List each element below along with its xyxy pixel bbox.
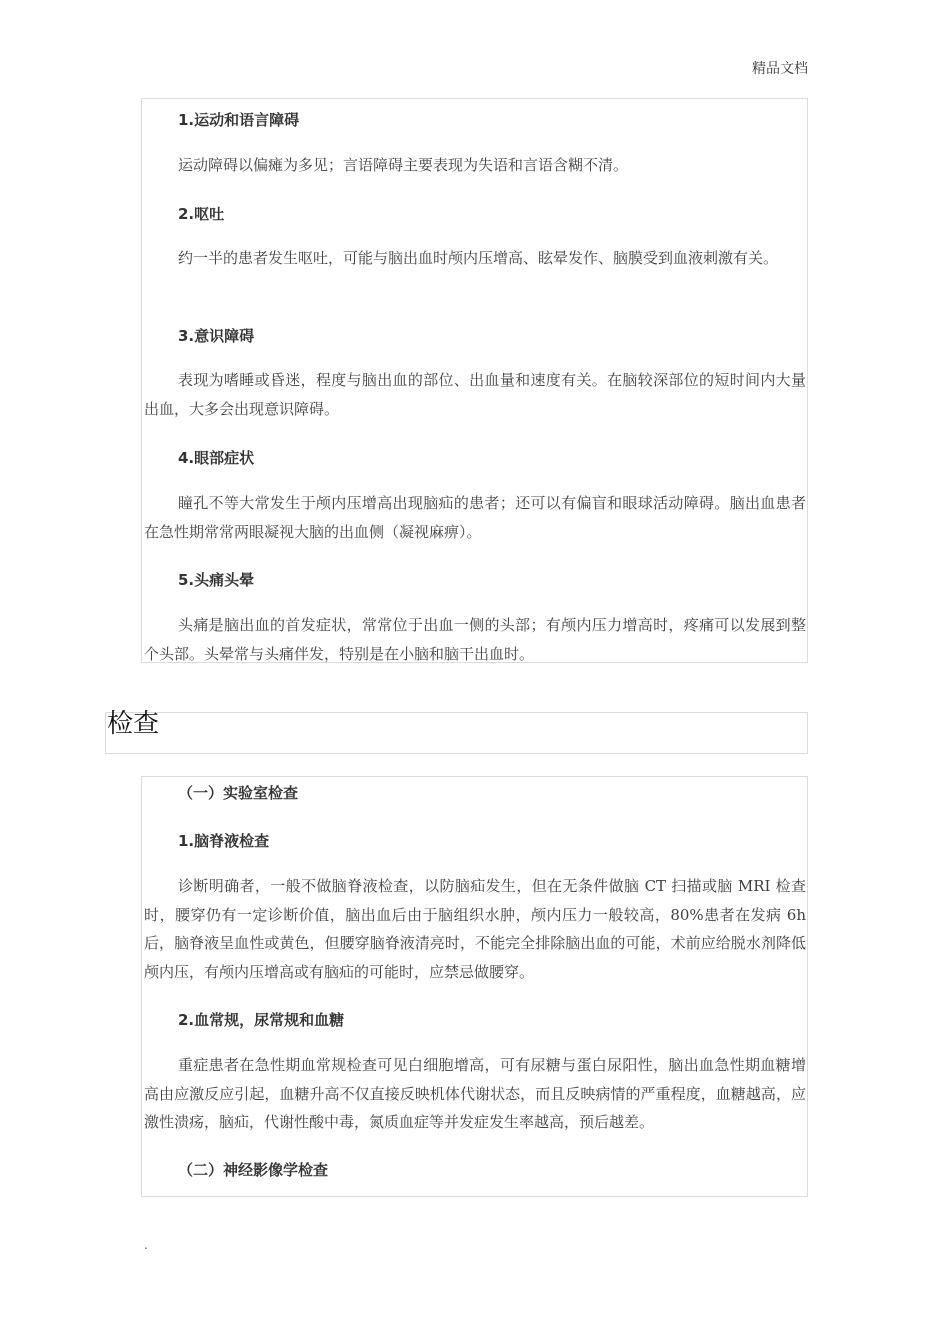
symptom-text-motor: 运动障碍以偏瘫为多见；言语障碍主要表现为失语和言语含糊不清。 — [178, 156, 629, 174]
footer-mark: . — [144, 1238, 148, 1252]
symptom-text-eye: 瞳孔不等大常发生于颅内压增高出现脑疝的患者；还可以有偏盲和眼球活动障碍。脑出血患者在急性期常常两眼凝视大脑的出血侧（凝视麻痹）。 — [144, 494, 806, 541]
symptom-heading-vomit: 2.呕吐 — [178, 205, 225, 223]
exam-text-csf: 诊断明确者，一般不做脑脊液检查，以防脑疝发生，但在无条件做脑 CT 扫描或脑 MRI 检查时，腰穿仍有一定诊断价值，脑出血后由于脑组织水肿，颅内压力一般较高，80%患者在发病 6h 后，脑脊液呈血性或黄色，但腰穿脑脊液清亮时，不能完全排除脑出血的可能，术前应给脱水剂降低颅内压，有颅内压增高或有脑疝的可能时，应禁忌做腰穿。 — [144, 877, 806, 981]
exam-heading-csf: 1.脑脊液检查 — [178, 832, 270, 850]
symptom-heading-headache: 5.头痛头晕 — [178, 571, 255, 589]
exam-text-blood: 重症患者在急性期血常规检查可见白细胞增高，可有尿糖与蛋白尿阳性，脑出血急性期血糖增高由应激反应引起，血糖升高不仅直接反映机体代谢状态，而且反映病情的严重程度，血糖越高，应激性溃疡，脑疝，代谢性酸中毒，氮质血症等并发症发生率越高，预后越差。 — [144, 1056, 806, 1131]
symptom-text-vomit: 约一半的患者发生呕吐，可能与脑出血时颅内压增高、眩晕发作、脑膜受到血液刺激有关。 — [178, 249, 779, 267]
symptom-text-consciousness: 表现为嗜睡或昏迷，程度与脑出血的部位、出血量和速度有关。在脑较深部位的短时间内大量出血，大多会出现意识障碍。 — [144, 371, 806, 418]
exam-heading-blood: 2.血常规，尿常规和血糖 — [178, 1011, 345, 1029]
lab-exam-heading: （一）实验室检查 — [178, 784, 299, 802]
section-title: 检查 — [107, 709, 160, 739]
symptom-text-headache: 头痛是脑出血的首发症状，常常位于出血一侧的头部；有颅内压力增高时，疼痛可以发展到整个头部。头晕常与头痛伴发，特别是在小脑和脑干出血时。 — [144, 616, 806, 663]
exam-box — [141, 776, 808, 1197]
symptoms-box — [141, 98, 808, 663]
imaging-exam-heading: （二）神经影像学检查 — [178, 1161, 329, 1179]
symptom-heading-eye: 4.眼部症状 — [178, 449, 255, 467]
symptom-heading-consciousness: 3.意识障碍 — [178, 327, 255, 345]
symptom-heading-motor: 1.运动和语言障碍 — [178, 111, 300, 129]
page-header-tag: 精品文档 — [752, 61, 808, 77]
section-title-bar — [105, 712, 808, 754]
